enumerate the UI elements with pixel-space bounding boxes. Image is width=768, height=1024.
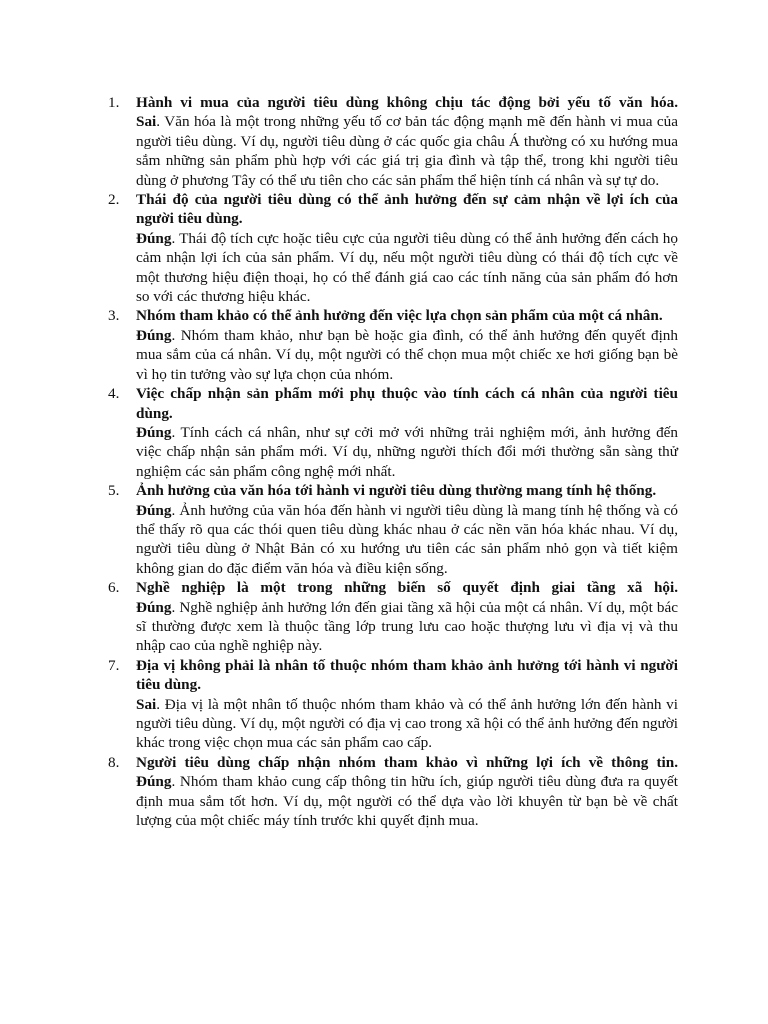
item-verdict: Đúng — [136, 773, 172, 791]
item-number: 4. — [108, 385, 120, 403]
item-answer — [136, 326, 678, 384]
item-answer — [136, 112, 678, 190]
item-explanation: . Thái độ tích cực hoặc tiêu cực của người tiêu dùng có thể ảnh hưởng đến cách họ cảm nhận lợi ích của sản phẩm. Ví dụ, nếu một người tiêu dùng có thái độ tích cực về một thương hiệu điện thoại, họ có thể đánh giá cao các tính năng của sản phẩm đó hơn so với các thương hiệu khác. — [136, 229, 678, 306]
item-number: 3. — [108, 307, 120, 325]
item-number: 2. — [108, 191, 120, 209]
item-verdict: Đúng — [136, 326, 172, 344]
item-statement: Nhóm tham khảo có thể ảnh hưởng đến việc lựa chọn sản phẩm của một cá nhân. — [136, 307, 663, 325]
item-verdict: Đúng — [136, 423, 172, 441]
item-answer — [136, 695, 678, 753]
item-explanation: . Địa vị là một nhân tố thuộc nhóm tham khảo và có thể ảnh hưởng lớn đến hành vi người tiêu dùng. Ví dụ, một người có địa vị cao trong xã hội có thể ảnh hưởng đến người khác trong việc chọn mua các sản phẩm cao cấp. — [136, 695, 678, 752]
list-item — [108, 93, 678, 190]
item-explanation: . Nghề nghiệp ảnh hưởng lớn đến giai tầng xã hội của một cá nhân. Ví dụ, một bác sĩ thường được xem là thuộc tầng lớp trung lưu cao hoặc thượng lưu vì địa vị và thu nhập cao của nghề nghiệp này. — [136, 598, 678, 655]
true-false-list — [108, 93, 678, 830]
list-item — [108, 384, 678, 481]
item-answer — [136, 772, 678, 830]
item-explanation: . Văn hóa là một trong những yếu tố cơ bản tác động mạnh mẽ đến hành vi mua của người tiêu dùng. Ví dụ, người tiêu dùng ở các quốc gia châu Á thường có xu hướng mua sắm những sản phẩm phù hợp với các giá trị gia đình và tập thể, trong khi người tiêu dùng ở phương Tây có thể ưu tiên cho các sản phẩm thể hiện tính cá nhân và sự tự do. — [136, 113, 678, 189]
list-item — [108, 656, 678, 753]
item-number: 6. — [108, 579, 120, 597]
list-item — [108, 578, 678, 656]
item-statement: Việc chấp nhận sản phẩm mới phụ thuộc vào tính cách cá nhân của người tiêu dùng. — [136, 385, 678, 422]
item-statement: Địa vị không phải là nhân tố thuộc nhóm tham khảo ảnh hưởng tới hành vi người tiêu dùng. — [136, 656, 678, 694]
list-item — [108, 481, 678, 578]
item-answer — [136, 229, 678, 307]
list-item — [108, 753, 678, 831]
item-answer — [136, 423, 678, 481]
item-statement: Ảnh hưởng của văn hóa tới hành vi người tiêu dùng thường mang tính hệ thống. — [136, 482, 657, 500]
item-number: 7. — [108, 656, 120, 674]
item-explanation: . Nhóm tham khảo cung cấp thông tin hữu ích, giúp người tiêu dùng đưa ra quyết định mua sắm tốt hơn. Ví dụ, một người có thể dựa vào lời khuyên từ bạn bè về chất lượng của một chiếc máy tính trước khi quyết định mua. — [136, 773, 678, 830]
item-statement: Người tiêu dùng chấp nhận nhóm tham khảo vì những lợi ích về thông tin. — [136, 753, 678, 771]
item-verdict: Đúng — [136, 501, 172, 519]
item-number: 8. — [108, 753, 120, 771]
item-number: 5. — [108, 482, 120, 500]
list-item — [108, 190, 678, 306]
item-verdict: Sai — [136, 113, 157, 131]
item-explanation: . Nhóm tham khảo, như bạn bè hoặc gia đình, có thể ảnh hưởng đến quyết định mua sắm của cá nhân. Ví dụ, một người có thể chọn mua một chiếc xe hơi giống bạn bè vì họ tin tưởng vào sự lựa chọn của nhóm. — [136, 326, 678, 383]
item-answer — [136, 501, 678, 579]
item-explanation: . Ảnh hưởng của văn hóa đến hành vi người tiêu dùng là mang tính hệ thống và có thể thấy rõ qua các thói quen tiêu dùng khác nhau ở các nền văn hóa khác nhau. Ví dụ, người tiêu dùng ở Nhật Bản có xu hướng ưu tiên các sản phẩm nhỏ gọn và tiết kiệm không gian do đặc điểm văn hóa và điều kiện sống. — [136, 501, 678, 577]
item-statement: Hành vi mua của người tiêu dùng không chịu tác động bởi yếu tố văn hóa. — [136, 94, 678, 111]
list-item — [108, 306, 678, 384]
item-statement: Thái độ của người tiêu dùng có thể ảnh hưởng đến sự cảm nhận về lợi ích của người tiêu dùng. — [136, 191, 678, 228]
item-verdict: Đúng — [136, 229, 172, 247]
item-explanation: . Tính cách cá nhân, như sự cởi mở với những trải nghiệm mới, ảnh hưởng đến việc chấp nhận sản phẩm mới. Ví dụ, những người thích đổi mới thường sẵn sàng thử nghiệm các sản phẩm công nghệ mới nhất. — [136, 423, 678, 480]
item-answer — [136, 598, 678, 656]
item-verdict: Đúng — [136, 598, 172, 616]
item-number: 1. — [108, 94, 120, 111]
item-verdict: Sai — [136, 695, 157, 713]
item-statement: Nghề nghiệp là một trong những biến số quyết định giai tầng xã hội. — [136, 579, 678, 597]
